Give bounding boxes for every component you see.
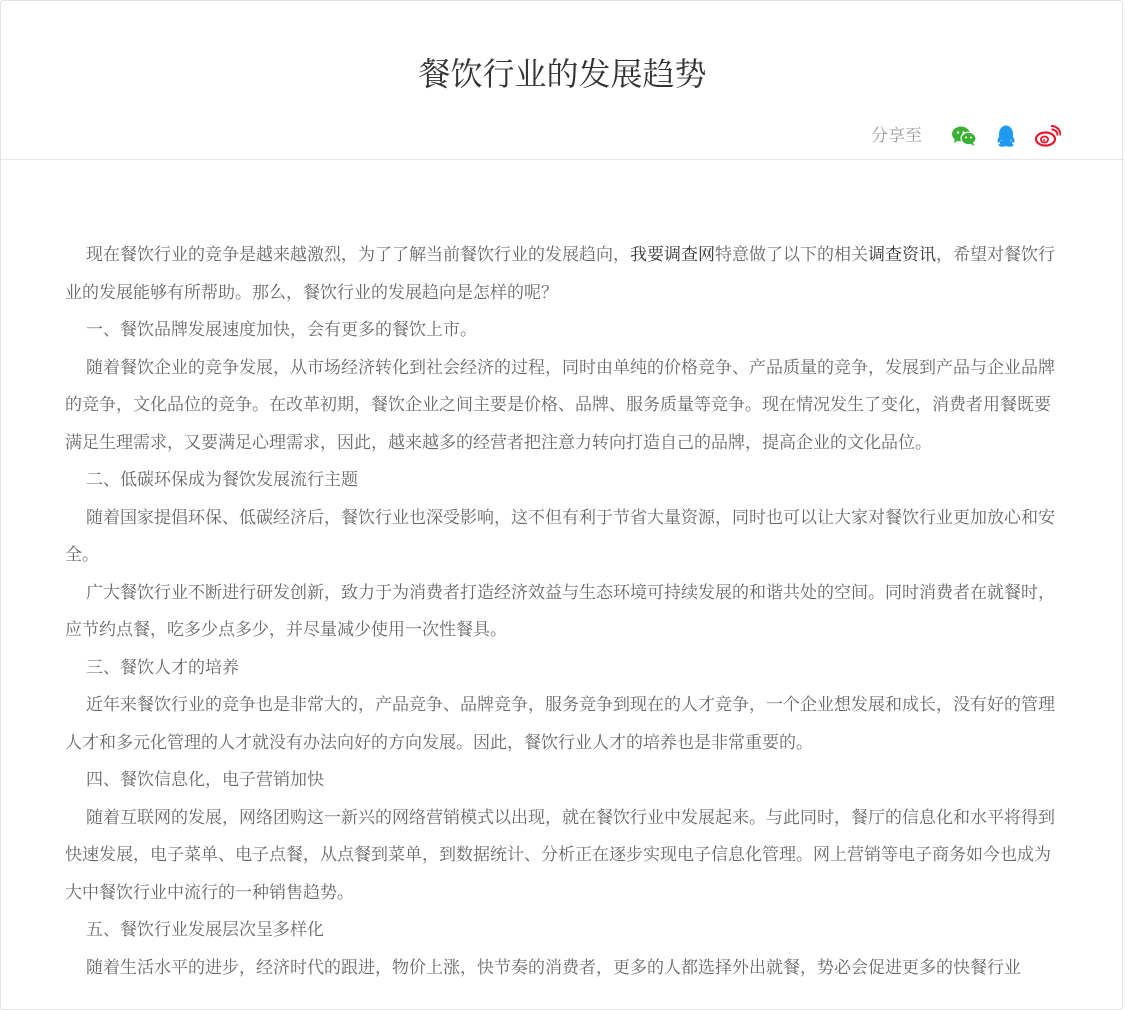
intro-text-1: 现在餐饮行业的竞争是越来越激烈，为了了解当前餐饮行业的发展趋向， [86,245,630,265]
intro-text-3: ，希望对餐饮行业的发展能够有所帮助。那么，餐饮行业的发展趋向是怎样的呢？ [65,245,1055,303]
wechat-icon[interactable] [950,122,978,150]
share-bar [871,121,1062,151]
article-body [65,237,1061,987]
article-header [1,1,1124,160]
weibo-icon[interactable] [1034,122,1062,150]
share-label: 分享至 [871,126,922,146]
keyword-link-survey-info[interactable]: 调查资讯 [868,245,936,265]
section-heading: 一、餐饮品牌发展速度加快，会有更多的餐饮上市。 [86,320,477,340]
section-heading: 三、餐饮人才的培养 [86,657,239,678]
paragraph: 随着互联网的发展，网络团购这一新兴的网络营销模式以出现，就在餐饮行业中发展起来。与此同时，餐厅的信息化和水平将得到快速发展，电子菜单、电子点餐，从点餐到菜单，到数据统计、分析正在逐步实现电子信息化管理。网上营销等电子商务如今也成为大中餐饮行业中流行的一种销售趋势。 [65,807,1055,903]
qq-icon[interactable] [992,122,1020,150]
paragraph: 近年来餐饮行业的竞争也是非常大的，产品竞争、品牌竞争，服务竞争到现在的人才竞争，一个企业想发展和成长，没有好的管理人才和多元化管理的人才就没有办法向好的方向发展。因此，餐饮行业人才的培养也是非常重要的。 [65,695,1055,753]
section-heading: 二、低碳环保成为餐饮发展流行主题 [86,470,358,490]
article-title: 餐饮行业的发展趋势 [418,55,707,93]
section-heading: 四、餐饮信息化，电子营销加快 [86,770,324,790]
paragraph: 广大餐饮行业不断进行研发创新，致力于为消费者打造经济效益与生态环境可持续发展的和谐共处的空间。同时消费者在就餐时，应节约点餐，吃多少点多少，并尽量减少使用一次性餐具。 [65,582,1055,640]
paragraph-intro [65,237,1061,312]
keyword-link-survey-site[interactable]: 我要调查网 [630,245,715,265]
paragraph: 随着生活水平的进步，经济时代的跟进，物价上涨，快节奏的消费者，更多的人都选择外出就餐，势必会促进更多的快餐行业 [86,957,1021,978]
section-heading: 五、餐饮行业发展层次呈多样化 [86,920,324,940]
intro-text-2: 特意做了以下的相关 [715,245,868,265]
paragraph: 随着国家提倡环保、低碳经济后，餐饮行业也深受影响，这不但有利于节省大量资源，同时也可以让大家对餐饮行业更加放心和安全。 [65,507,1055,565]
paragraph: 随着餐饮企业的竞争发展，从市场经济转化到社会经济的过程，同时由单纯的价格竞争、产品质量的竞争，发展到产品与企业品牌的竞争，文化品位的竞争。在改革初期，餐饮企业之间主要是价格、品牌、服务质量等竞争。现在情况发生了变化，消费者用餐既要满足生理需求，又要满足心理需求，因此，越来越多的经营者把注意力转向打造自己的品牌，提高企业的文化品位。 [65,357,1055,453]
